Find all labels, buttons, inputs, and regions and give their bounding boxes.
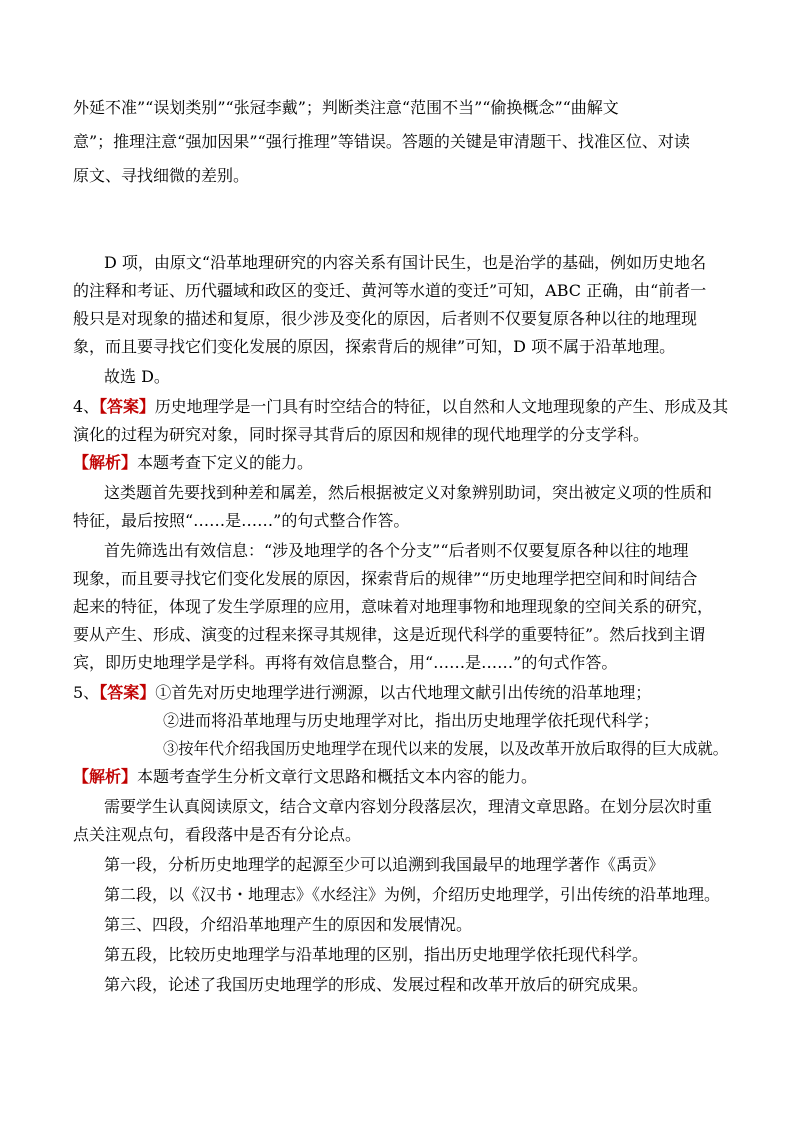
text-line: 这类题首先要找到种差和属差，然后根据被定义对象辨别助词，突出被定义项的性质和 [104, 483, 713, 502]
text-line: 的注释和考证、历代疆域和政区的变迁、黄河等水道的变迁”可知，ABC 正确，由“前者一 [73, 281, 707, 300]
text-line: 宾，即历史地理学是学科。再将有效信息整合，用“……是……”的句式作答。 [73, 653, 618, 672]
text-line: 要从产生、形成、演变的过程来探寻其规律，这是近现代科学的重要特征”。然后找到主谓 [73, 625, 706, 644]
q5-analysis-tag: 【解析】 [73, 767, 138, 786]
text-line: D 项，由原文“沿革地理研究的内容关系有国计民生，也是治学的基础，例如历史地名 [104, 253, 707, 272]
text-line: 第一段，分析历史地理学的起源至少可以追溯到我国最早的地理学著作《禹贡》 [104, 855, 665, 874]
text-line: 需要学生认真阅读原文，结合文章内容划分段落层次，理清文章思路。在划分层次时重 [104, 797, 713, 816]
text-line: ②进而将沿革地理与历史地理学对比，指出历史地理学依托现代科学； [163, 711, 660, 730]
q5-answer-tag: 【答案】 [99, 683, 156, 702]
q4-number: 4、 [73, 397, 100, 416]
q5-answer-text: ①首先对历史地理学进行溯源，以古代地理文献引出传统的沿革地理； [155, 683, 652, 702]
q5-analysis-text: 本题考查学生分析文章行文思路和概括文本内容的能力。 [137, 767, 538, 786]
q5-answer-line [73, 683, 651, 703]
text-line: 点关注观点句，看段落中是否有分论点。 [73, 825, 362, 844]
q5-analysis-line [73, 767, 537, 787]
text-line: 演化的过程为研究对象，同时探寻其背后的原因和规律的现代地理学的分支学科。 [73, 425, 650, 444]
q4-answer-line [73, 397, 728, 417]
text-line: 第五段，比较历史地理学与沿革地理的区别，指出历史地理学依托现代科学。 [104, 945, 649, 964]
q4-analysis-line [73, 453, 313, 473]
text-line: 特征，最后按照“……是……”的句式整合作答。 [73, 511, 410, 530]
q4-answer-tag: 【答案】 [99, 397, 155, 416]
text-line: 意”；推理注意“强加因果”“强行推理”等错误。答题的关键是审清题干、找准区位、对读 [73, 132, 690, 151]
q4-analysis-tag: 【解析】 [73, 453, 138, 472]
text-line: 第二段，以《汉书・地理志》《水经注》为例，介绍历史地理学，引出传统的沿革地理。 [104, 885, 721, 904]
q4-analysis-text: 本题考查下定义的能力。 [137, 453, 314, 472]
text-line: 现象，而且要寻找它们变化发展的原因，探索背后的规律”“历史地理学把空间和时间结合 [73, 569, 698, 588]
q5-number: 5、 [73, 683, 100, 702]
text-line: ③按年代介绍我国历史地理学在现代以来的发展，以及改革开放后取得的巨大成就。 [163, 739, 729, 758]
q4-answer-text: 历史地理学是一门具有时空结合的特征，以自然和人文地理现象的产生、形成及其 [154, 397, 729, 416]
text-line: 象，而且要寻找它们变化发展的原因，探索背后的规律”可知，D 项不属于沿革地理。 [73, 337, 676, 356]
text-line: 原文、寻找细微的差别。 [73, 166, 250, 185]
text-line: 外延不准”“误划类别”“张冠李戴”；判断类注意“范围不当”“偷换概念”“曲解文 [73, 98, 619, 117]
text-line: 起来的特征，体现了发生学原理的应用，意味着对地理事物和地理现象的空间关系的研究， [73, 597, 714, 616]
text-line: 第六段，论述了我国历史地理学的形成、发展过程和改革开放后的研究成果。 [104, 975, 649, 994]
text-line: 第三、四段，介绍沿革地理产生的原因和发展情况。 [104, 915, 473, 934]
text-line: 首先筛选出有效信息：“涉及地理学的各个分支”“后者则不仅要复原各种以往的地理 [104, 541, 689, 560]
text-line: 般只是对现象的描述和复原，很少涉及变化的原因，后者则不仅要复原各种以往的地理现 [73, 309, 698, 328]
text-line: 故选 D。 [104, 367, 170, 386]
